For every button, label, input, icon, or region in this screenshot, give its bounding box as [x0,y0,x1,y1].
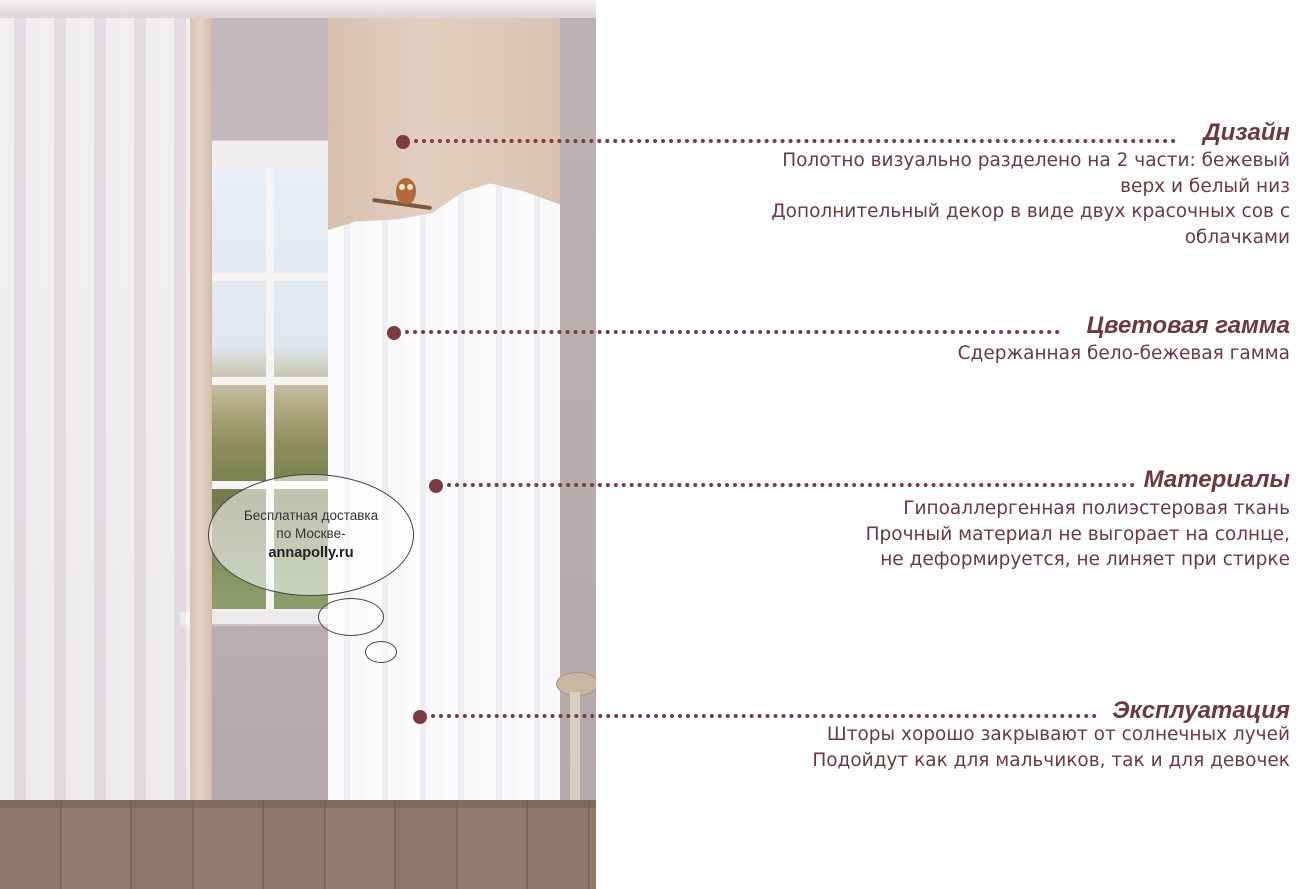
callout-line: Сдержанная бело-бежевая гамма [957,343,1290,364]
product-photo [0,0,596,889]
callout-body-colors [958,341,1290,367]
callout-line: Подойдут как для мальчиков, так и для девочек [812,749,1290,771]
window-mullion [206,273,332,281]
callout-leader [431,714,1097,718]
callout-marker-icon [387,326,401,340]
callout-body-design [771,148,1290,250]
site-link[interactable]: annapolly.ru [268,545,354,561]
callout-marker-icon [429,479,443,493]
beige-curtain-panel [190,18,212,818]
callout-marker-icon [396,135,410,149]
callout-title-usage: Эксплуатация [1112,697,1290,724]
ceiling [0,0,596,18]
sheer-curtain-left [0,18,206,813]
callout-leader [405,330,1060,334]
delivery-text: Бесплатная доставка [243,508,379,523]
stool [556,672,596,802]
callout-line: облачками [1184,226,1290,248]
callout-line: Полотно визуально разделено на 2 части: бежевый [782,150,1290,171]
delivery-text: по Москве- [276,526,346,541]
thought-bubble-dot [365,641,397,663]
callout-line: не деформируется, не линяет при стирке [880,549,1290,570]
callout-line: Гипоаллергенная полиэстеровая ткань [903,498,1290,519]
callout-body-materials [866,496,1290,573]
callout-leader [447,483,1135,487]
thought-bubble-dot [318,598,384,636]
stool-leg [570,692,580,802]
wooden-floor [0,800,596,889]
callout-line: Дополнительный декор в виде двух красочных сов с [771,201,1290,222]
callout-marker-icon [413,710,427,724]
callout-title-design: Дизайн [1203,119,1290,146]
callout-title-colors: Цветовая гамма [1086,312,1290,339]
callout-body-usage [812,722,1290,773]
callout-title-materials: Материалы [1143,466,1290,493]
callout-line: Шторы хорошо закрывают от солнечных лучей [826,724,1290,745]
callout-leader [414,139,1176,143]
window-mullion [206,377,332,385]
owl-decor-icon [396,178,416,204]
callout-line: Прочный материал не выгорает на солнце, [865,523,1290,545]
callout-line: верх и белый низ [1120,175,1290,197]
delivery-bubble [208,474,414,596]
